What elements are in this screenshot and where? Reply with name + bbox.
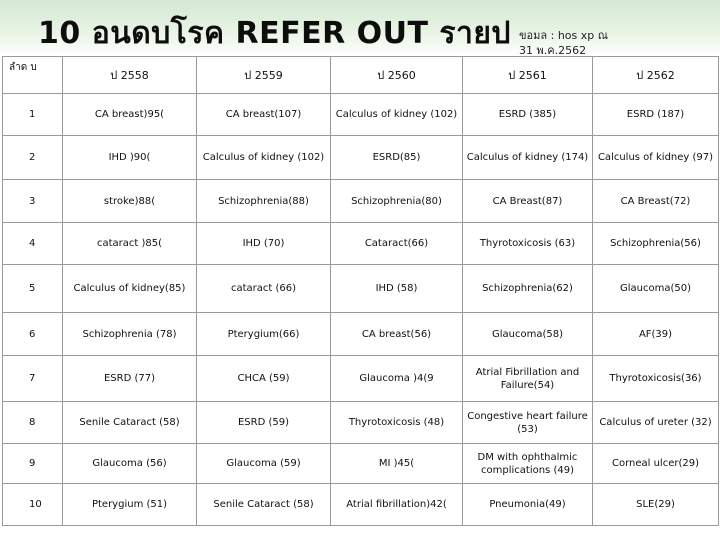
- diagnosis-cell: Corneal ulcer(29): [593, 444, 719, 484]
- slide-title: 10 อนดบโรค REFER OUT รายป: [38, 16, 511, 51]
- diagnosis-cell: Schizophrenia(88): [197, 180, 331, 223]
- diagnosis-cell: Glaucoma(50): [593, 265, 719, 313]
- table-body: [3, 57, 719, 526]
- diagnosis-cell: Calculus of kidney(85): [63, 265, 197, 313]
- table-row: [3, 265, 719, 313]
- table-row: [3, 94, 719, 136]
- year-header: ป 2561: [463, 57, 593, 94]
- diagnosis-cell: CA breast(56): [331, 313, 463, 356]
- table-header-row: [3, 57, 719, 94]
- diagnosis-cell: Schizophrenia (78): [63, 313, 197, 356]
- rank-column-header: ลำด บ: [3, 57, 63, 94]
- rank-cell: 6: [3, 313, 63, 356]
- diagnosis-cell: CA Breast(87): [463, 180, 593, 223]
- diagnosis-cell: Senile Cataract (58): [197, 484, 331, 526]
- diagnosis-cell: Glaucoma )4(9: [331, 356, 463, 402]
- year-header: ป 2562: [593, 57, 719, 94]
- table-row: [3, 356, 719, 402]
- diagnosis-cell: DM with ophthalmic complications (49): [463, 444, 593, 484]
- diagnosis-cell: ESRD (187): [593, 94, 719, 136]
- table-row: [3, 402, 719, 444]
- rank-cell: 8: [3, 402, 63, 444]
- diagnosis-cell: IHD )90(: [63, 136, 197, 180]
- diagnosis-cell: Calculus of ureter (32): [593, 402, 719, 444]
- diagnosis-cell: Thyrotoxicosis (48): [331, 402, 463, 444]
- rank-cell: 7: [3, 356, 63, 402]
- diagnosis-cell: IHD (70): [197, 223, 331, 265]
- rank-cell: 2: [3, 136, 63, 180]
- rank-cell: 9: [3, 444, 63, 484]
- diagnosis-cell: Calculus of kidney (102): [197, 136, 331, 180]
- diagnosis-cell: Schizophrenia(62): [463, 265, 593, 313]
- diagnosis-cell: Glaucoma (59): [197, 444, 331, 484]
- table-row: [3, 136, 719, 180]
- diagnosis-cell: CA breast)95(: [63, 94, 197, 136]
- diagnosis-cell: Atrial fibrillation)42(: [331, 484, 463, 526]
- diagnosis-cell: Calculus of kidney (174): [463, 136, 593, 180]
- diagnosis-cell: cataract )85(: [63, 223, 197, 265]
- diagnosis-cell: Schizophrenia(80): [331, 180, 463, 223]
- diagnosis-cell: IHD (58): [331, 265, 463, 313]
- table-row: [3, 223, 719, 265]
- diagnosis-cell: CA breast(107): [197, 94, 331, 136]
- diagnosis-cell: CHCA (59): [197, 356, 331, 402]
- year-header: ป 2560: [331, 57, 463, 94]
- refer-out-table: [2, 56, 719, 526]
- diagnosis-cell: Pneumonia(49): [463, 484, 593, 526]
- diagnosis-cell: CA Breast(72): [593, 180, 719, 223]
- diagnosis-cell: Glaucoma(58): [463, 313, 593, 356]
- diagnosis-cell: MI )45(: [331, 444, 463, 484]
- diagnosis-cell: Atrial Fibrillation and Failure(54): [463, 356, 593, 402]
- year-header: ป 2559: [197, 57, 331, 94]
- rank-cell: 1: [3, 94, 63, 136]
- diagnosis-cell: AF(39): [593, 313, 719, 356]
- table-row: [3, 313, 719, 356]
- rank-cell: 5: [3, 265, 63, 313]
- diagnosis-cell: Senile Cataract (58): [63, 402, 197, 444]
- diagnosis-cell: Cataract(66): [331, 223, 463, 265]
- table-row: [3, 180, 719, 223]
- diagnosis-cell: Glaucoma (56): [63, 444, 197, 484]
- diagnosis-cell: cataract (66): [197, 265, 331, 313]
- diagnosis-cell: Calculus of kidney (97): [593, 136, 719, 180]
- diagnosis-cell: ESRD(85): [331, 136, 463, 180]
- diagnosis-cell: Thyrotoxicosis(36): [593, 356, 719, 402]
- table-row: [3, 484, 719, 526]
- table-row: [3, 444, 719, 484]
- rank-cell: 10: [3, 484, 63, 526]
- data-source-note: ขอมล : hos xp ณ 31 พ.ค.2562: [519, 29, 608, 57]
- diagnosis-cell: Calculus of kidney (102): [331, 94, 463, 136]
- rank-cell: 4: [3, 223, 63, 265]
- diagnosis-cell: ESRD (77): [63, 356, 197, 402]
- diagnosis-cell: ESRD (59): [197, 402, 331, 444]
- diagnosis-cell: Thyrotoxicosis (63): [463, 223, 593, 265]
- diagnosis-cell: Pterygium (51): [63, 484, 197, 526]
- slide-header: [0, 0, 720, 56]
- diagnosis-cell: Pterygium(66): [197, 313, 331, 356]
- diagnosis-cell: Schizophrenia(56): [593, 223, 719, 265]
- rank-cell: 3: [3, 180, 63, 223]
- diagnosis-cell: SLE(29): [593, 484, 719, 526]
- diagnosis-cell: stroke)88(: [63, 180, 197, 223]
- year-header: ป 2558: [63, 57, 197, 94]
- diagnosis-cell: Congestive heart failure (53): [463, 402, 593, 444]
- diagnosis-cell: ESRD (385): [463, 94, 593, 136]
